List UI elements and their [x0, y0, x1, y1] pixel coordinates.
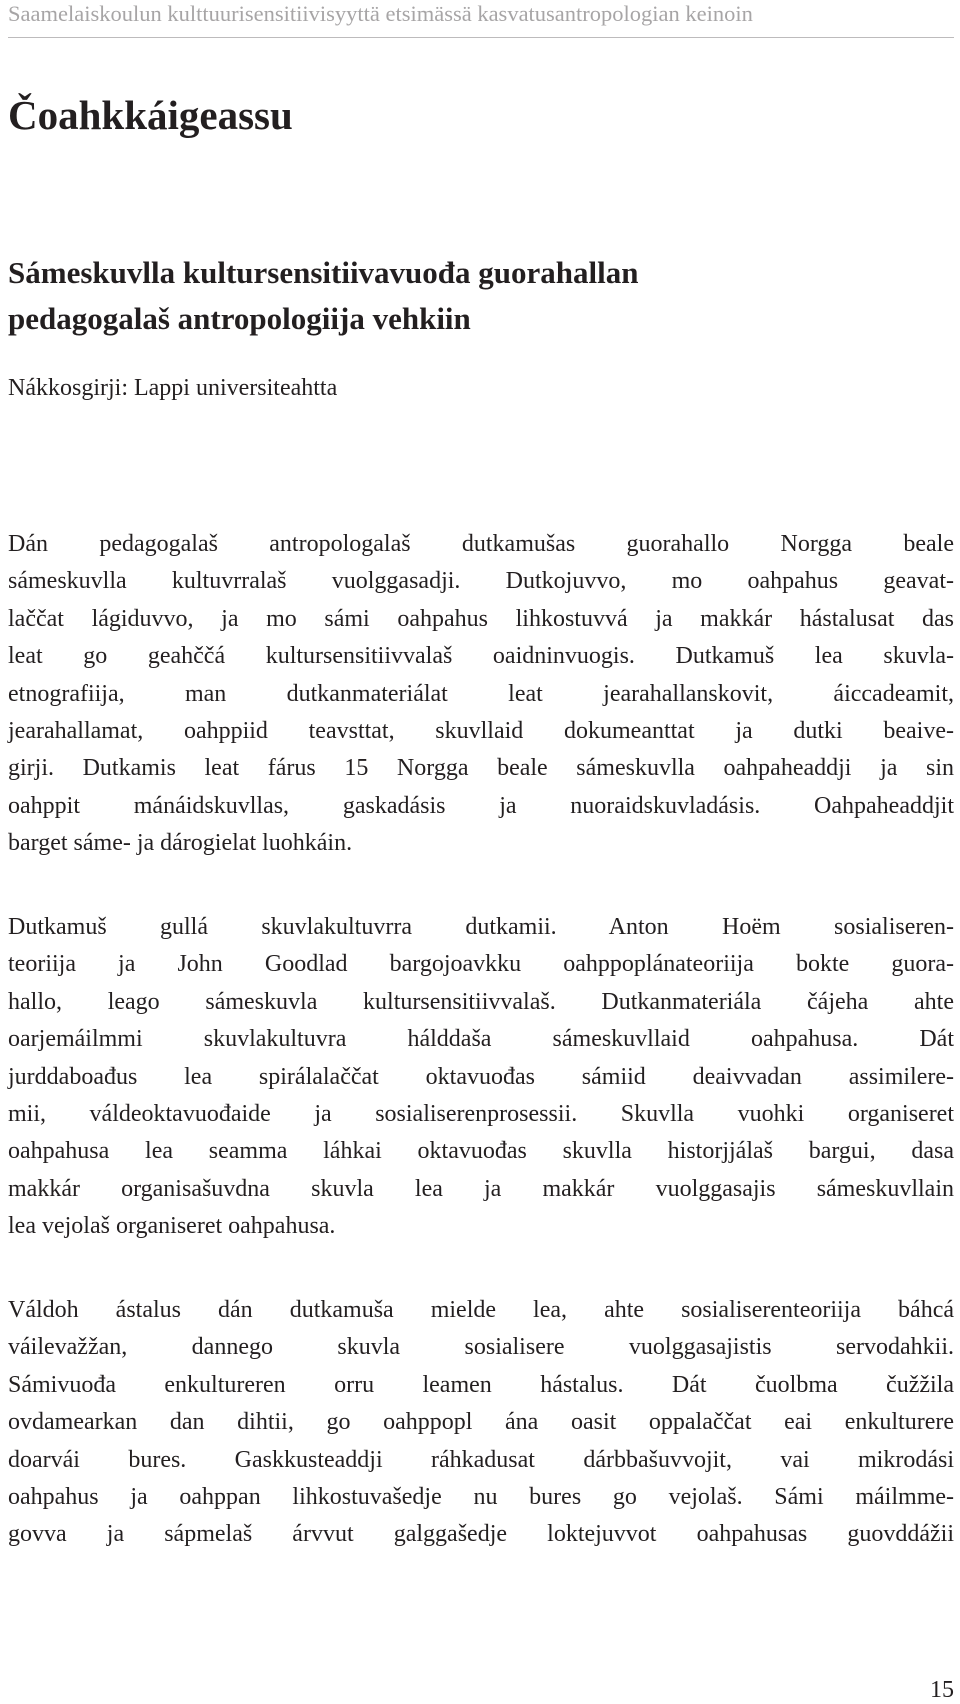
paragraph	[8, 909, 954, 1246]
text-line: oahppit mánáidskuvllas, gaskadásis ja nuoraidskuvladásis. Oahpaheaddjit	[8, 792, 954, 819]
text-line: lea vejolaš organiseret oahpahusa.	[8, 1213, 336, 1240]
paragraph	[8, 526, 954, 863]
text-line: Dutkamuš gullá skuvlakultuvrra dutkamii. Anton Hoëm sosialiseren-	[8, 914, 954, 940]
text-line: ovdamearkan dan dihtii, go oahppopl ána oasit oppalaččat eai enkulturere	[8, 1409, 954, 1436]
text-line: Váldoh ástalus dán dutkamuša mielde lea, ahte sosialiserenteoriija báhcá	[8, 1297, 954, 1323]
page-number: 15	[930, 1677, 954, 1703]
text-line: barget sáme- ja dárogielat luohkáin.	[8, 830, 353, 857]
running-header-title: Saamelaiskoulun kulttuurisensitiivisyyttä etsimässä kasvatusantropologian keinoin	[8, 1, 753, 26]
text-line: girji. Dutkamis leat fárus 15 Norgga beale sámeskuvlla oahpaheaddji ja sin	[8, 755, 954, 782]
article-subtitle: Nákkosgirji: Lappi universiteahtta	[8, 375, 338, 401]
text-line: makkár organisašuvdna skuvla lea ja makkár vuolggasajis sámeskuvllain	[8, 1175, 954, 1202]
text-line: leat go geahččá kultursensitiivvalaš oaidninvuogis. Dutkamuš lea skuvla-	[8, 643, 954, 670]
text-line: Sámivuođa enkultureren orru leamen hástalus. Dát čuolbma čužžila	[8, 1371, 954, 1398]
text-line: jearahallamat, oahppiid teavsttat, skuvllaid dokumeanttat ja dutki beaive-	[8, 717, 954, 744]
paragraph	[8, 1292, 954, 1554]
text-line: doarvái bures. Gaskkusteaddji ráhkadusat dárbbašuvvojit, vai mikrodási	[8, 1446, 954, 1473]
article-title-line: pedagogalaš antropologiija vehkiin	[8, 301, 471, 336]
article-title	[8, 250, 954, 342]
text-line: váilevažžan, dannego skuvla sosialisere vuolggasajistis servodahkii.	[8, 1334, 954, 1361]
text-line: oarjemáilmmi skuvlakultuvra hálddaša sámeskuvllaid oahpahusa. Dát	[8, 1026, 954, 1053]
text-line: hallo, leago sámeskuvla kultursensitiivvalaš. Dutkanmateriála čájeha ahte	[8, 988, 954, 1015]
text-line: mii, váldeoktavuođaide ja sosialiserenprosessii. Skuvlla vuohki organiseret	[8, 1100, 954, 1127]
text-line: govva ja sápmelaš árvvut galggašedje loktejuvvot oahpahusas guovddážii	[8, 1521, 954, 1548]
text-line: laččat lágiduvvo, ja mo sámi oahpahus lihkostuvvá ja makkár hástalusat das	[8, 605, 954, 632]
article-title-line: Sámeskuvlla kultursensitiivavuođa guorahallan	[8, 255, 639, 290]
text-line: oahpahus ja oahppan lihkostuvašedje nu bures go vejolaš. Sámi máilmme-	[8, 1483, 954, 1510]
text-line: oahpahusa lea seamma láhkai oktavuođas skuvlla historjjálaš bargui, dasa	[8, 1138, 954, 1165]
chapter-title: Čoahkkáigeassu	[8, 92, 293, 138]
header-divider	[8, 37, 954, 38]
text-line: sámeskuvlla kultuvrralaš vuolggasadji. Dutkojuvvo, mo oahpahus geavat-	[8, 568, 954, 595]
text-line: Dán pedagogalaš antropologalaš dutkamušas guorahallo Norgga beale	[8, 531, 954, 557]
text-line: teoriija ja John Goodlad bargojoavkku oahppoplánateoriija bokte guora-	[8, 951, 954, 978]
text-line: etnografiija, man dutkanmateriálat leat jearahallanskovit, áiccadeamit,	[8, 680, 954, 707]
text-line: jurddaboađus lea spirálalaččat oktavuođas sámiid deaivvadan assimilere-	[8, 1063, 954, 1090]
